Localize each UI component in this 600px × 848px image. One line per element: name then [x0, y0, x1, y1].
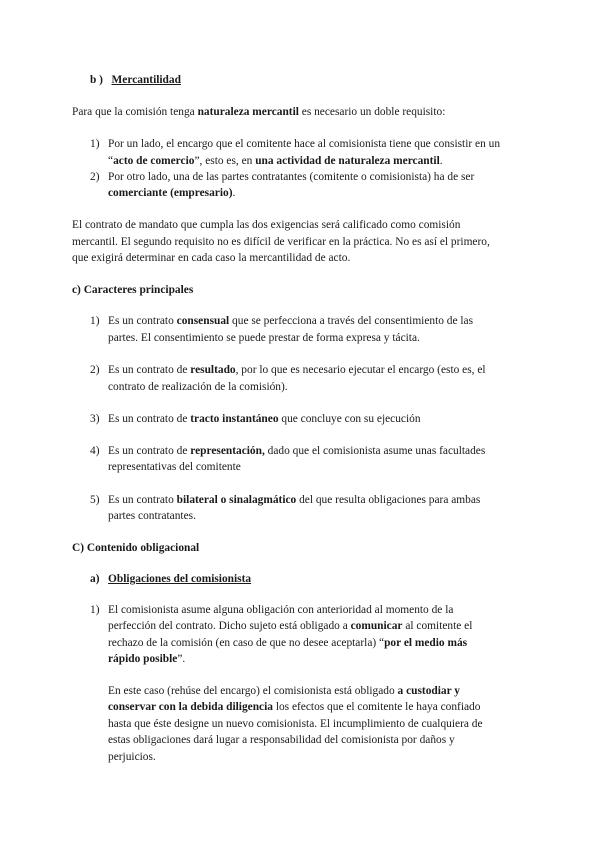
paragraph-line: estas obligaciones dará lugar a responsabilidad del comisionista por daños y: [108, 734, 455, 746]
list-number: 5): [90, 494, 100, 506]
intro-text-post: es necesario un doble requisito:: [298, 106, 446, 118]
list-item-line: [108, 153, 532, 170]
section-c-heading: c) Caracteres principales: [72, 284, 194, 296]
list-item-line: representativas del comitente: [108, 461, 241, 473]
text-pre: Es un contrato de: [108, 364, 191, 376]
intro-paragraph: [72, 104, 528, 121]
list-item-line: [108, 635, 532, 652]
list-item-line: [108, 618, 532, 635]
text-post: que se perfecciona a través del consentimiento de las: [229, 315, 474, 327]
text-mid: ”, esto es, en: [194, 155, 256, 167]
list-item-line: [108, 362, 532, 379]
paragraph-line: mercantil. El segundo requisito no es difícil de verificar en la práctica. No es así el primero,: [72, 236, 490, 248]
paragraph-line: que exigirá determinar en cada caso la mercantilidad de acto.: [72, 252, 351, 264]
text-end: .: [232, 187, 236, 199]
list-number: 4): [90, 445, 100, 457]
paragraph-line: El contrato de mandato que cumpla las dos exigencias será calificado como comisión: [72, 219, 461, 231]
list-item-line: partes contratantes.: [108, 510, 196, 522]
text-pre: perfección del contrato. Dicho sujeto está obligado a: [108, 620, 351, 632]
section-C-heading: C) Contenido obligacional: [72, 542, 200, 554]
quote-open: “: [108, 155, 114, 167]
section-b-heading: [90, 72, 390, 89]
bold-term: bilateral o sinalagmático: [176, 494, 297, 506]
list-item-line: [108, 443, 532, 460]
bold-term: rápido posible: [108, 653, 178, 665]
text-post: , por lo que es necesario ejecutar el encargo (esto es, el: [235, 364, 486, 376]
section-a-heading: [90, 571, 390, 588]
text-pre: Es un contrato: [108, 494, 177, 506]
text-post: que concluye con su ejecución: [278, 413, 421, 425]
bold-term: a custodiar y: [397, 685, 460, 697]
list-number: 1): [90, 315, 100, 327]
text-pre: Es un contrato: [108, 315, 177, 327]
list-number: 1): [90, 138, 100, 150]
list-item-line: contrato de realización de la comisión).: [108, 381, 288, 393]
bold-term: comunicar: [350, 620, 403, 632]
list-item-line: [108, 411, 532, 428]
list-number: 1): [90, 604, 100, 616]
intro-text-bold: naturaleza mercantil: [197, 106, 299, 118]
list-item-line: El comisionista asume alguna obligación con anterioridad al momento de la: [108, 604, 454, 616]
text-post: los efectos que el comitente le haya confiado: [272, 701, 481, 713]
list-item-line: Por un lado, el encargo que el comitente hace al comisionista tiene que consistir en un: [108, 138, 501, 150]
text-pre: rechazo de la comisión (en caso de que no desee aceptarla) “: [108, 637, 385, 649]
bold-term: conservar con la debida diligencia: [108, 701, 273, 713]
section-a-title: Obligaciones del comisionista: [108, 573, 252, 585]
paragraph-line: [108, 683, 532, 700]
text-post: dado que el comisionista asume unas facultades: [264, 445, 486, 457]
text-pre: Es un contrato de: [108, 413, 191, 425]
bold-term: tracto instantáneo: [190, 413, 279, 425]
bold-term: consensual: [176, 315, 230, 327]
text-post: del que resulta obligaciones para ambas: [296, 494, 481, 506]
intro-text-pre: Para que la comisión tenga: [72, 106, 198, 118]
section-b-marker: b ): [90, 74, 103, 86]
section-a-marker: a): [90, 573, 100, 585]
list-number: 2): [90, 171, 100, 183]
text-post: al comitente el: [402, 620, 473, 632]
paragraph-line: [108, 699, 532, 716]
bold-term: resultado: [190, 364, 236, 376]
bold-term: acto de comercio: [113, 155, 195, 167]
bold-term: representación,: [190, 445, 265, 457]
text-pre: Es un contrato de: [108, 445, 191, 457]
list-item-line: [108, 313, 532, 330]
bold-term: comerciante (empresario): [108, 187, 233, 199]
list-item-line: [108, 492, 532, 509]
list-item-line: [108, 651, 532, 668]
bold-term: una actividad de naturaleza mercantil: [255, 155, 440, 167]
text-post: ”.: [177, 653, 186, 665]
list-item-line: Por otro lado, una de las partes contratantes (comitente o comisionista) ha de ser: [108, 171, 475, 183]
list-number: 3): [90, 413, 100, 425]
paragraph-line: perjuicios.: [108, 751, 156, 763]
text-pre: En este caso (rehúse del encargo) el comisionista está obligado: [108, 685, 398, 697]
text-end: .: [439, 155, 443, 167]
list-item-line: partes. El consentimiento se puede prestar de forma expresa y tácita.: [108, 332, 420, 344]
list-number: 2): [90, 364, 100, 376]
section-b-title: Mercantilidad: [111, 74, 181, 86]
bold-term: por el medio más: [384, 637, 468, 649]
paragraph-line: hasta que éste designe un nuevo comisionista. El incumplimiento de cualquiera de: [108, 718, 483, 730]
list-item-line: [108, 185, 532, 202]
